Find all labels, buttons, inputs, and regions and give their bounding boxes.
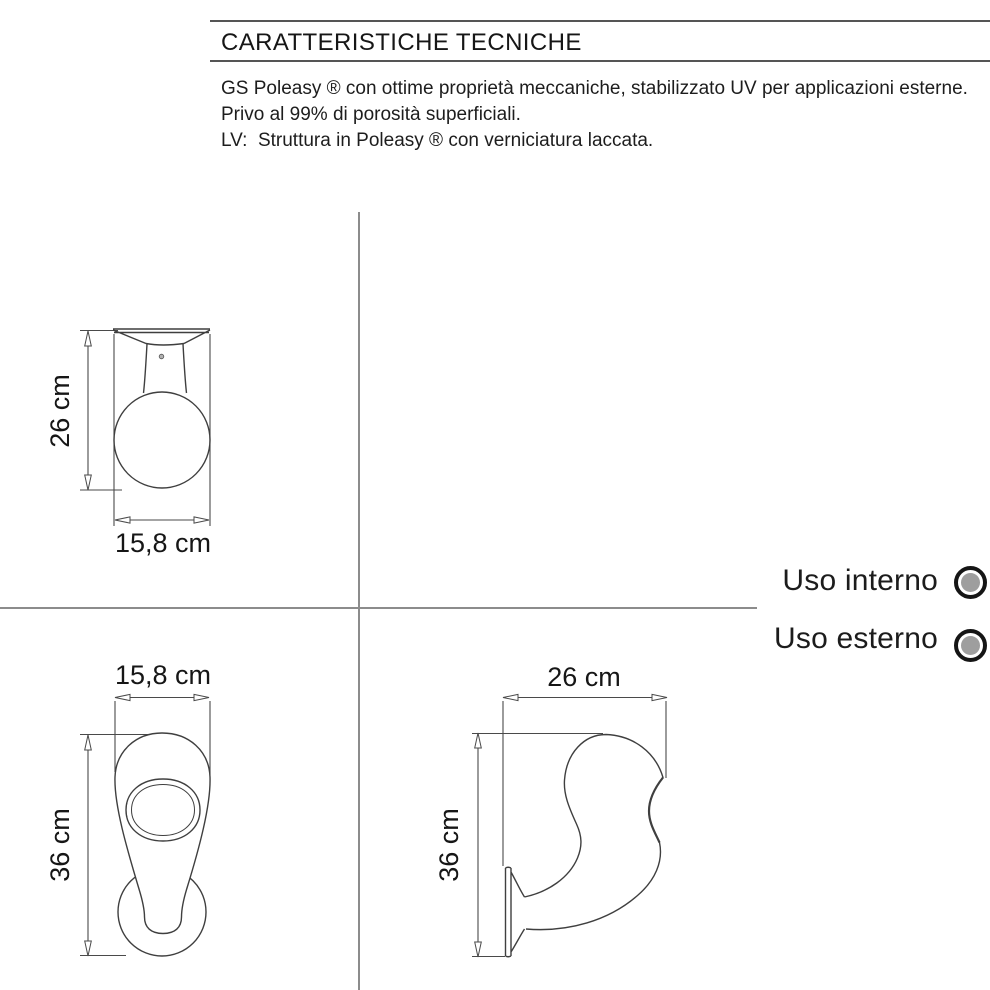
drawing-side-lamp bbox=[430, 655, 680, 980]
drawing-front-teardrop-lamp bbox=[40, 655, 275, 975]
dim-label-globe-width: 15,8 cm bbox=[114, 528, 212, 558]
dim-globe-height bbox=[45, 331, 122, 491]
dim-label-teardrop-width: 15,8 cm bbox=[114, 660, 212, 690]
indoor-use-icon bbox=[954, 566, 987, 599]
side-notch bbox=[649, 778, 663, 843]
dim-label-globe-height: 26 cm bbox=[45, 374, 75, 448]
indoor-use-dot bbox=[961, 573, 980, 592]
technical-description bbox=[221, 76, 968, 154]
side-lamp-outline bbox=[506, 735, 664, 957]
outdoor-use-dot bbox=[961, 636, 980, 655]
indoor-use-label: Uso interno bbox=[782, 564, 938, 597]
side-body bbox=[525, 735, 664, 930]
globe-diffuser bbox=[114, 392, 210, 488]
dim-globe-width bbox=[114, 334, 211, 558]
description-line-3: LV: Struttura in Poleasy ® con verniciatura laccata. bbox=[221, 130, 654, 151]
title-rule-top bbox=[210, 20, 990, 22]
outdoor-use-label: Uso esterno bbox=[774, 622, 938, 655]
page-title: CARATTERISTICHE TECNICHE bbox=[221, 29, 582, 56]
dim-side-depth bbox=[503, 662, 667, 866]
dim-label-side-height: 36 cm bbox=[434, 808, 464, 882]
divider-horizontal bbox=[0, 607, 757, 609]
description-line-2: Privo al 99% di porosità superficiali. bbox=[221, 104, 521, 125]
wall-plate-side bbox=[506, 867, 525, 957]
outdoor-use-icon bbox=[954, 629, 987, 662]
divider-vertical bbox=[358, 212, 360, 990]
teardrop-body bbox=[115, 733, 210, 934]
teardrop-lamp-outline bbox=[115, 733, 210, 956]
screw-dot bbox=[159, 354, 164, 359]
globe-lamp-outline bbox=[113, 329, 210, 488]
dim-side-height bbox=[434, 733, 603, 957]
description-line-1: GS Poleasy ® con ottime proprietà meccaniche, stabilizzato UV per applicazioni esterne. bbox=[221, 78, 968, 99]
dim-label-teardrop-height: 36 cm bbox=[45, 808, 75, 882]
drawing-front-globe-lamp bbox=[40, 315, 260, 570]
dim-label-side-depth: 26 cm bbox=[547, 662, 621, 692]
ceiling-plate bbox=[113, 329, 210, 345]
title-rule-bottom bbox=[210, 60, 990, 62]
lamp-neck bbox=[144, 344, 187, 393]
